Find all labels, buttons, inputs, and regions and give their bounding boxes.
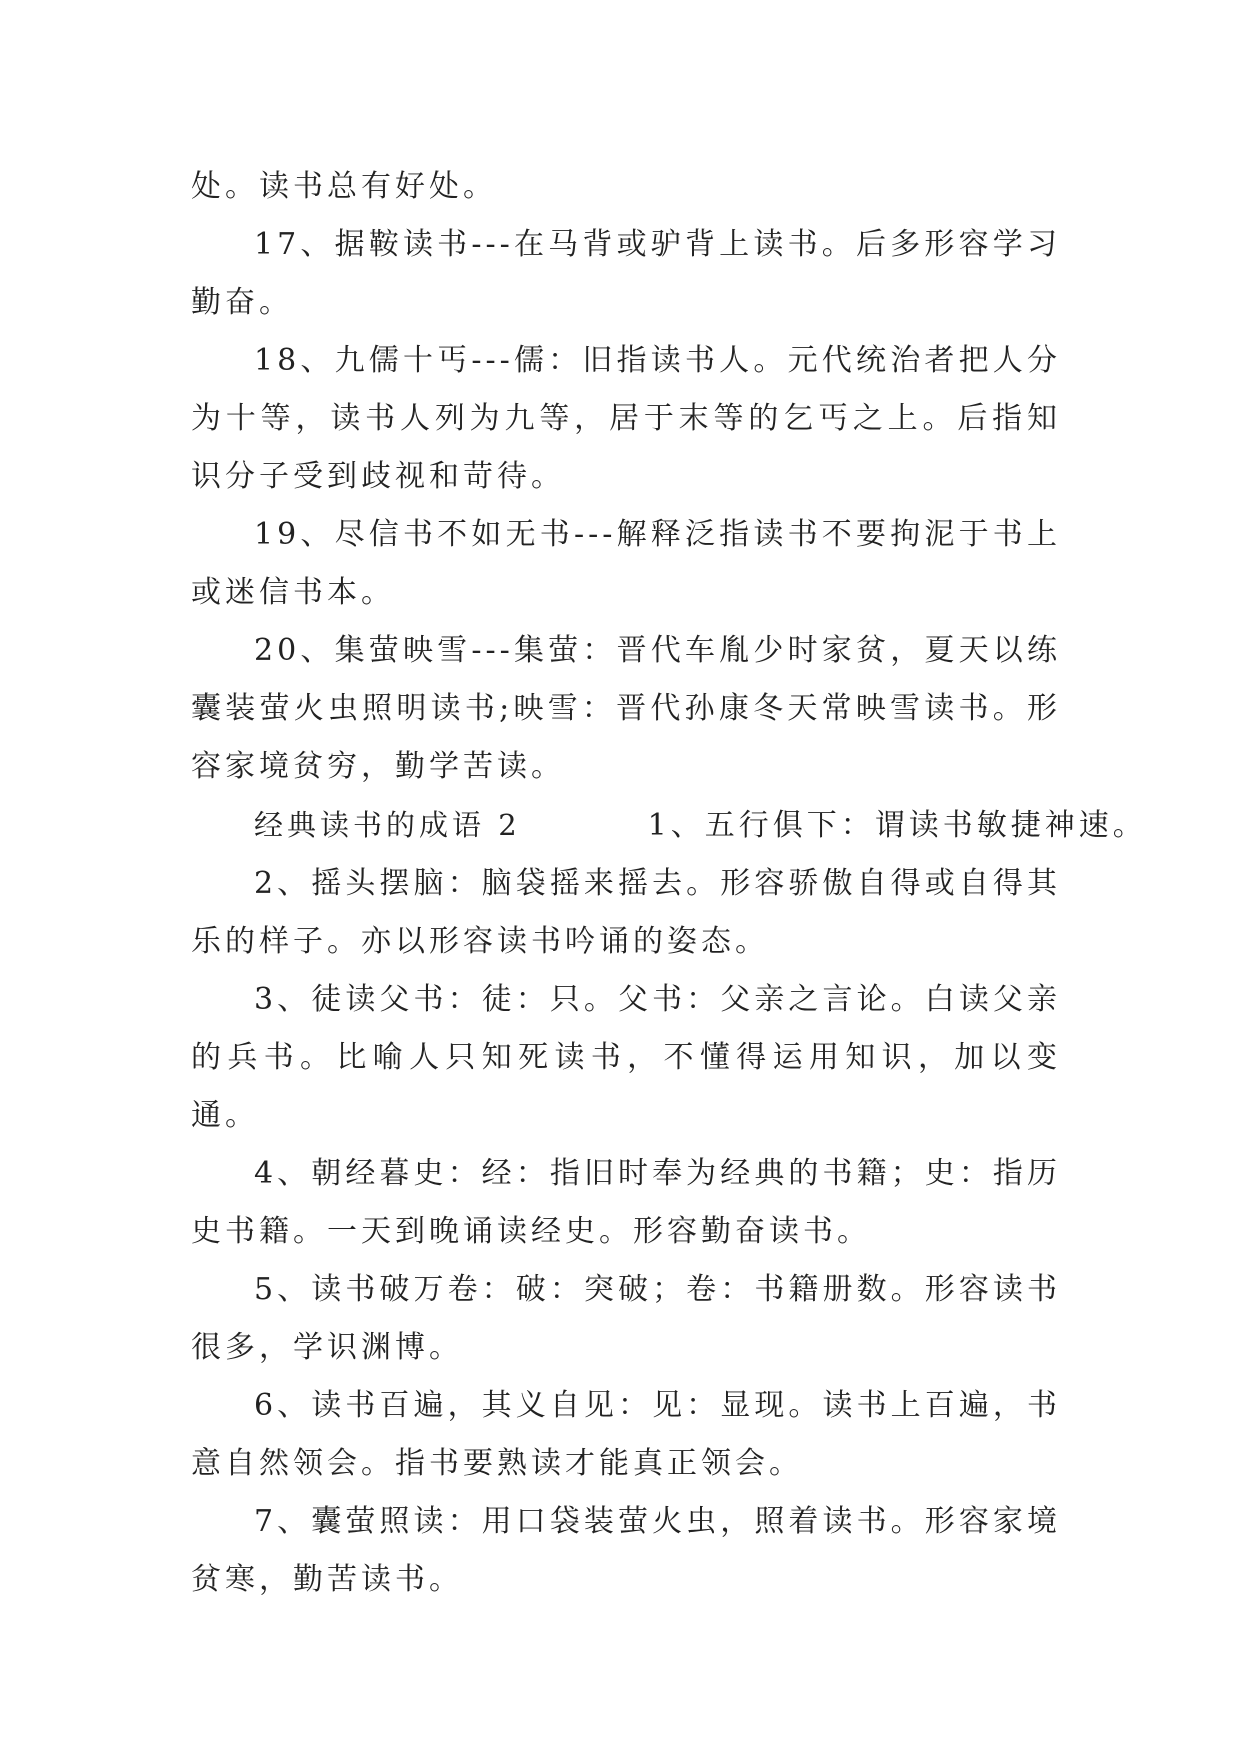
idiom-entry-19: 19、尽信书不如无书---解释泛指读书不要拘泥于书上或迷信书本。 [191,517,1061,610]
idiom-entry-4: 4、朝经暮史：经：指旧时奉为经典的书籍；史：指历史书籍。一天到晚诵读经史。形容勤奋读书。 [191,1156,1061,1249]
idiom-entry-3: 3、徒读父书：徒：只。父书：父亲之言论。白读父亲的兵书。比喻人只知死读书，不懂得运用知识，加以变通。 [191,982,1061,1133]
idiom-entry-18: 18、九儒十丐---儒：旧指读书人。元代统治者把人分为十等，读书人列为九等，居于末等的乞丐之上。后指知识分子受到歧视和苛待。 [191,343,1061,494]
idiom-entry-5: 5、读书破万卷：破：突破；卷：书籍册数。形容读书很多，学识渊博。 [191,1272,1061,1365]
idiom-entry-1: 1、五行俱下：谓读书敏捷神速。 [647,808,1147,843]
section-heading-line [191,796,1147,855]
idiom-entry-17: 17、据鞍读书---在马背或驴背上读书。后多形容学习勤奋。 [191,227,1061,320]
idiom-entry-2: 2、摇头摆脑：脑袋摇来摇去。形容骄傲自得或自得其乐的样子。亦以形容读书吟诵的姿态。 [191,866,1061,959]
idiom-entry-7: 7、囊萤照读：用口袋装萤火虫，照着读书。形容家境贫寒，勤苦读书。 [191,1504,1061,1597]
document-body [191,158,1147,1609]
idiom-entry-6: 6、读书百遍，其义自见：见：显现。读书上百遍，书意自然领会。指书要熟读才能真正领会。 [191,1388,1061,1481]
idiom-entry-20: 20、集萤映雪---集萤：晋代车胤少时家贫，夏天以练囊装萤火虫照明读书;映雪：晋代孙康冬天常映雪读书。形容家境贫穷，勤学苦读。 [191,633,1061,784]
section-title: 经典读书的成语 2 [254,808,521,842]
paragraph-continuation: 处。读书总有好处。 [191,169,497,204]
